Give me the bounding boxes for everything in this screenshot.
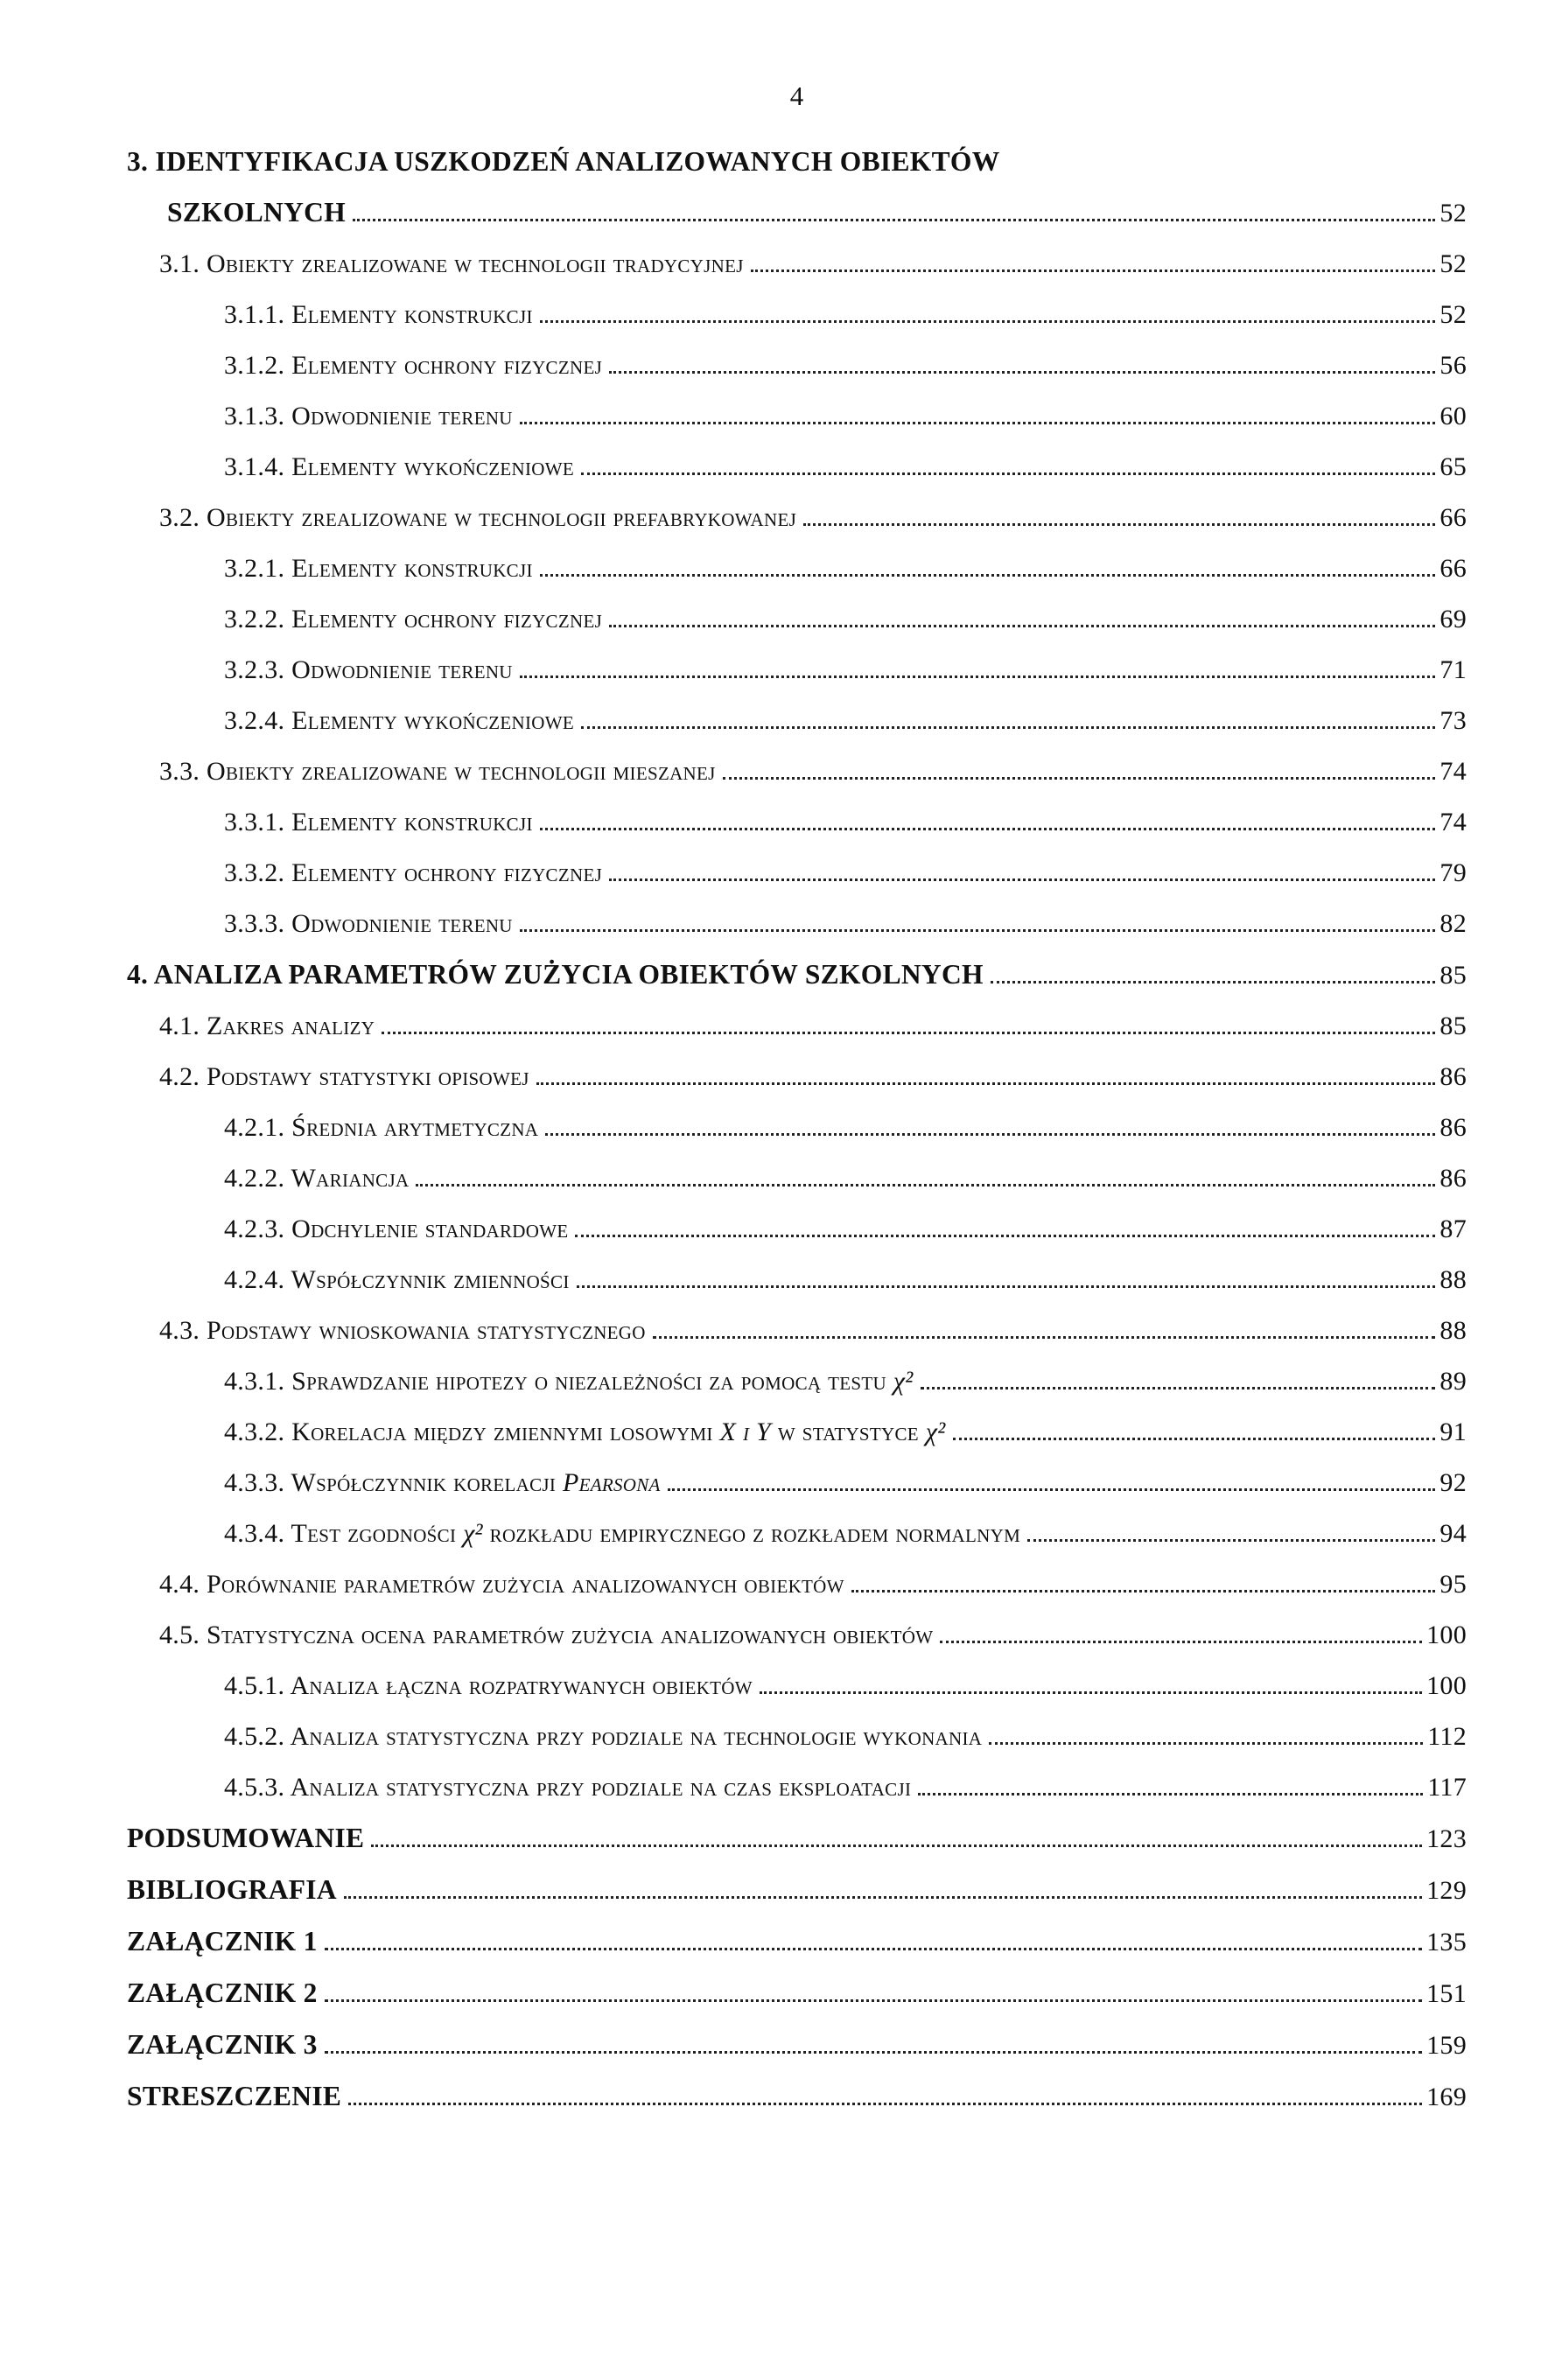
toc-entry: [127, 949, 1467, 1001]
toc-entry-row: [224, 1204, 1467, 1255]
dot-leader: [581, 726, 1435, 729]
toc-entry: [127, 1407, 1467, 1458]
dot-leader: [609, 878, 1435, 881]
toc-entry: [127, 1865, 1467, 1916]
toc-label-part: 3.1.2. Elementy ochrony fizycznej: [224, 351, 603, 380]
toc-entry-row: [127, 1813, 1467, 1865]
toc-entry: [127, 493, 1467, 543]
dot-leader: [581, 472, 1435, 475]
toc-entry: [127, 543, 1467, 594]
toc-label-part: 4.2.2. Wariancja: [224, 1164, 410, 1193]
toc-entry: [127, 797, 1467, 848]
toc-entry-label: [224, 543, 533, 594]
dot-leader: [577, 1285, 1436, 1288]
dot-leader: [325, 1948, 1422, 1950]
toc-page-number: 79: [1439, 858, 1467, 887]
toc-label-part: 3.1.3. Odwodnienie terenu: [224, 402, 513, 430]
toc-entry-row: [159, 1610, 1467, 1661]
toc-entry: [127, 1052, 1467, 1102]
toc-label-part: 4.5.1. Analiza łączna rozpatrywanych obiektów: [224, 1671, 753, 1700]
toc-entry-label: [159, 1610, 933, 1661]
toc-entry-row: [127, 2071, 1467, 2123]
toc-entry-row: [159, 1001, 1467, 1052]
toc-label-part: STRESZCZENIE: [127, 2081, 342, 2111]
toc-entry: [127, 1102, 1467, 1153]
toc-label-part: 3.1.1. Elementy konstrukcji: [224, 300, 533, 329]
toc-entry-preline: 3. IDENTYFIKACJA USZKODZEŃ ANALIZOWANYCH OBIEKTÓW: [127, 146, 1000, 177]
toc-page-number: 95: [1439, 1570, 1467, 1599]
toc-label-part: 4.3.1. Sprawdzanie hipotezy o niezależności za pomocą testu: [224, 1367, 893, 1396]
toc-entry-label: [224, 1407, 946, 1458]
toc-entry-row: [224, 1407, 1467, 1458]
toc-label-part: ZAŁĄCZNIK 1: [127, 1926, 318, 1956]
toc-entry: [127, 2071, 1467, 2123]
toc-entry: [127, 1661, 1467, 1712]
toc-entry-row: [224, 848, 1467, 899]
toc-entry: [127, 1153, 1467, 1204]
toc-entry-label: [159, 1306, 646, 1356]
dot-leader: [540, 574, 1436, 577]
toc-entry: [127, 645, 1467, 696]
toc-entry: [127, 1762, 1467, 1813]
dot-leader: [760, 1691, 1422, 1694]
toc-entry-label: [224, 645, 513, 696]
toc-label-part: SZKOLNYCH: [167, 197, 346, 228]
toc-label-part: 3.2.1. Elementy konstrukcji: [224, 554, 533, 583]
dot-leader: [348, 2103, 1422, 2105]
toc-entry-row: [159, 1052, 1467, 1102]
toc-entry-label: [127, 2020, 318, 2070]
toc-page-number: 91: [1439, 1418, 1467, 1446]
toc-entry: [127, 442, 1467, 493]
dot-leader: [751, 270, 1436, 272]
toc-entry: [127, 899, 1467, 949]
toc-entry: [127, 696, 1467, 746]
toc-entry-label: [224, 1255, 570, 1306]
dot-leader: [540, 320, 1436, 323]
toc-entry-row: [224, 696, 1467, 746]
toc-entry-row: [224, 543, 1467, 594]
toc-label-part: PODSUMOWANIE: [127, 1823, 365, 1853]
toc-entry: [127, 290, 1467, 340]
toc-entry-row: [224, 1356, 1467, 1407]
toc-label-part: 4.2.4. Współczynnik zmienności: [224, 1265, 570, 1294]
toc-page-number: 88: [1439, 1265, 1467, 1294]
toc-entry: [127, 391, 1467, 442]
dot-leader: [723, 777, 1436, 780]
toc-label-part: 3.3.2. Elementy ochrony fizycznej: [224, 858, 603, 887]
toc-entry-row: [224, 391, 1467, 442]
dot-leader: [851, 1590, 1436, 1592]
dot-leader: [609, 625, 1435, 627]
toc-page-number: 71: [1439, 655, 1467, 684]
toc-entry: [127, 1255, 1467, 1306]
dot-leader: [575, 1235, 1435, 1237]
toc-entry-label: [159, 1559, 844, 1610]
toc-entry-label: [159, 493, 796, 543]
toc-page-number: 86: [1439, 1164, 1467, 1193]
toc-entry-label: [224, 1508, 1020, 1559]
toc-label-part: rozkładu empirycznego z rozkładem normalnym: [482, 1519, 1021, 1548]
toc-page-number: 94: [1439, 1519, 1467, 1548]
toc-entry-row: [127, 1865, 1467, 1916]
toc-entry-label: [127, 2071, 341, 2122]
dot-leader: [545, 1133, 1435, 1136]
toc-label-part: 3.3.1. Elementy konstrukcji: [224, 808, 533, 836]
toc-entry-label: [224, 1762, 911, 1813]
toc-entry: [127, 1916, 1467, 1968]
toc-page-number: 92: [1439, 1468, 1467, 1497]
toc-entry-label: [224, 848, 602, 899]
toc-entry-row: [127, 1916, 1467, 1968]
dot-leader: [653, 1336, 1436, 1339]
toc-entry-row: [224, 899, 1467, 949]
dot-leader: [520, 929, 1436, 932]
toc-entry: [127, 594, 1467, 645]
toc-page-number: 129: [1426, 1876, 1467, 1905]
toc-label-part: 4.5.2. Analiza statystyczna przy podziale na technologie wykonania: [224, 1722, 983, 1751]
toc-entry-label: [224, 1204, 568, 1255]
toc-label-part: 3.2.2. Elementy ochrony fizycznej: [224, 605, 603, 634]
toc-entry: [127, 1204, 1467, 1255]
toc-entry-label: [127, 1968, 318, 2019]
table-of-contents: [127, 136, 1467, 2123]
toc-entry: [127, 1610, 1467, 1661]
toc-entry-row: [159, 1559, 1467, 1610]
toc-label-part: χ²: [925, 1418, 946, 1446]
toc-entry-row: [159, 239, 1467, 290]
toc-entry-label: [224, 1712, 982, 1762]
toc-entry-row: [224, 340, 1467, 391]
dot-leader: [353, 219, 1435, 221]
toc-entry-label: [224, 1458, 661, 1508]
toc-page-number: 89: [1439, 1367, 1467, 1396]
toc-label-part: 3.2.4. Elementy wykończeniowe: [224, 706, 574, 735]
toc-entry-row: [224, 1102, 1467, 1153]
toc-page-number: 74: [1439, 757, 1467, 786]
toc-entry: [127, 1712, 1467, 1762]
toc-page-number: 56: [1439, 351, 1467, 380]
toc-entry-row: [224, 1255, 1467, 1306]
toc-label-part: 4.1. Zakres analizy: [159, 1012, 375, 1040]
toc-page-number: 100: [1426, 1620, 1467, 1649]
dot-leader: [325, 1999, 1422, 2002]
toc-label-part: 3.2.3. Odwodnienie terenu: [224, 655, 513, 684]
toc-label-part: 4.5.3. Analiza statystyczna przy podziale na czas eksploatacji: [224, 1773, 912, 1802]
toc-page-number: 86: [1439, 1062, 1467, 1091]
toc-entry-label: [224, 594, 602, 645]
toc-label-part: 3.1. Obiekty zrealizowane w technologii tradycyjnej: [159, 249, 744, 278]
toc-label-part: χ²: [463, 1519, 483, 1548]
dot-leader: [520, 676, 1436, 678]
toc-page-number: 60: [1439, 402, 1467, 430]
toc-entry: [127, 2020, 1467, 2071]
toc-entry: [127, 239, 1467, 290]
toc-entry-label: [127, 1865, 337, 1915]
toc-page-number: 74: [1439, 808, 1467, 836]
toc-page-number: 117: [1427, 1773, 1467, 1802]
toc-entry-label: [167, 187, 346, 238]
toc-entry-row: [224, 797, 1467, 848]
toc-page-number: 52: [1439, 249, 1467, 278]
toc-entry-label: [224, 1153, 409, 1204]
toc-entry: [127, 1458, 1467, 1508]
toc-entry-row: [224, 290, 1467, 340]
toc-entry-row: [224, 1153, 1467, 1204]
dot-leader: [520, 422, 1436, 424]
dot-leader: [668, 1488, 1436, 1491]
toc-label-part: BIBLIOGRAFIA: [127, 1874, 337, 1905]
dot-leader: [918, 1793, 1423, 1796]
toc-entry-label: [159, 239, 744, 290]
toc-entry: [127, 340, 1467, 391]
toc-entry-row: [127, 949, 1467, 1001]
dot-leader: [1027, 1539, 1435, 1542]
dot-leader: [953, 1438, 1436, 1440]
toc-label-part: w statystyce: [771, 1418, 926, 1446]
toc-entry-label: [159, 746, 716, 797]
toc-entry: [127, 1306, 1467, 1356]
toc-entry: [127, 1001, 1467, 1052]
toc-label-part: χ²: [893, 1367, 914, 1396]
toc-page-number: 159: [1426, 2031, 1467, 2060]
toc-entry-label: [127, 949, 984, 1000]
toc-entry: [127, 848, 1467, 899]
toc-page-number: 86: [1439, 1113, 1467, 1142]
dot-leader: [921, 1387, 1436, 1390]
toc-label-part: ZAŁĄCZNIK 2: [127, 1978, 318, 2008]
toc-entry-label: [224, 1356, 914, 1407]
toc-page-number: 85: [1439, 961, 1467, 990]
toc-label-part: ZAŁĄCZNIK 3: [127, 2029, 318, 2060]
toc-page-number: 135: [1426, 1928, 1467, 1956]
toc-page-number: 66: [1439, 554, 1467, 583]
toc-label-part: 4.2.1. Średnia arytmetyczna: [224, 1113, 539, 1142]
toc-page-number: 65: [1439, 452, 1467, 481]
dot-leader: [940, 1641, 1422, 1643]
toc-entry-label: [224, 899, 513, 949]
toc-page-number: 100: [1426, 1671, 1467, 1700]
toc-entry-row: [159, 1306, 1467, 1356]
toc-entry-row: [127, 2020, 1467, 2071]
toc-entry-label: [224, 1661, 753, 1712]
toc-entry: [127, 136, 1467, 239]
toc-entry: [127, 1356, 1467, 1407]
toc-page-number: 123: [1426, 1824, 1467, 1853]
toc-entry-row: [127, 187, 1467, 239]
dot-leader: [371, 1844, 1422, 1847]
toc-entry-label: [224, 391, 513, 442]
toc-entry-label: [127, 1916, 318, 1967]
toc-entry-row: [224, 1712, 1467, 1762]
toc-label-part: 4. ANALIZA PARAMETRÓW ZUŻYCIA OBIEKTÓW SZKOLNYCH: [127, 959, 984, 990]
toc-entry-label: [224, 797, 533, 848]
toc-entry: [127, 1559, 1467, 1610]
toc-entry: [127, 1968, 1467, 2020]
toc-entry-row: [224, 645, 1467, 696]
toc-label-part: X i Y: [719, 1418, 772, 1446]
dot-leader: [536, 1082, 1436, 1085]
dot-leader: [803, 523, 1435, 526]
dot-leader: [325, 2051, 1422, 2054]
toc-entry-row: [224, 1508, 1467, 1559]
toc-entry: [127, 1508, 1467, 1559]
toc-label-part: 4.3.4. Test zgodności: [224, 1519, 464, 1548]
toc-entry-label: [224, 1102, 538, 1153]
toc-label-part: 4.3.3. Współczynnik korelacji: [224, 1468, 563, 1497]
toc-page-number: 85: [1439, 1012, 1467, 1040]
toc-entry-row: [224, 1762, 1467, 1813]
toc-label-part: 4.2.3. Odchylenie standardowe: [224, 1214, 569, 1243]
toc-page-number: 151: [1426, 1979, 1467, 2008]
toc-page-number: 66: [1439, 503, 1467, 532]
toc-label-part: 3.1.4. Elementy wykończeniowe: [224, 452, 574, 481]
toc-entry-label: [224, 290, 533, 340]
dot-leader: [416, 1184, 1435, 1186]
dot-leader: [609, 371, 1435, 374]
toc-page-number: 112: [1427, 1722, 1467, 1751]
toc-entry-row: [224, 442, 1467, 493]
toc-entry-label: [224, 442, 574, 493]
toc-entry-row: [224, 1458, 1467, 1508]
dot-leader: [989, 1742, 1423, 1745]
toc-page-number: 52: [1439, 300, 1467, 329]
toc-label-part: 4.2. Podstawy statystyki opisowej: [159, 1062, 529, 1091]
toc-label-part: 4.3.2. Korelacja między zmiennymi losowymi: [224, 1418, 720, 1446]
toc-page-number: 82: [1439, 909, 1467, 938]
toc-label-part: Pearsona: [562, 1468, 661, 1497]
dot-leader: [991, 981, 1436, 984]
toc-entry-label: [159, 1001, 375, 1052]
toc-entry-row: [127, 1968, 1467, 2020]
toc-label-part: 4.4. Porównanie parametrów zużycia analizowanych obiektów: [159, 1570, 844, 1599]
toc-entry-row: [224, 594, 1467, 645]
toc-page-number: 52: [1439, 199, 1467, 228]
toc-page-number: 87: [1439, 1214, 1467, 1243]
toc-label-part: 3.3. Obiekty zrealizowane w technologii mieszanej: [159, 757, 716, 786]
toc-label-part: 4.3. Podstawy wnioskowania statystycznego: [159, 1316, 646, 1345]
toc-label-part: 3.2. Obiekty zrealizowane w technologii prefabrykowanej: [159, 503, 797, 532]
toc-page-number: 169: [1426, 2082, 1467, 2111]
toc-label-part: 4.5. Statystyczna ocena parametrów zużycia analizowanych obiektów: [159, 1620, 934, 1649]
toc-page-number: 73: [1439, 706, 1467, 735]
toc-entry-label: [127, 1813, 364, 1864]
toc-label-part: 3.3.3. Odwodnienie terenu: [224, 909, 513, 938]
toc-entry-row: [224, 1661, 1467, 1712]
page-number: 4: [789, 80, 804, 111]
toc-entry-label: [159, 1052, 529, 1102]
dot-leader: [344, 1896, 1422, 1899]
toc-page-number: 88: [1439, 1316, 1467, 1345]
dot-leader: [382, 1032, 1435, 1034]
toc-page-number: 69: [1439, 605, 1467, 634]
toc-entry-row: [159, 746, 1467, 797]
toc-entry-row: [159, 493, 1467, 543]
toc-entry: [127, 746, 1467, 797]
toc-entry-label: [224, 340, 602, 391]
toc-entry-label: [224, 696, 574, 746]
dot-leader: [540, 828, 1436, 830]
toc-entry: [127, 1813, 1467, 1865]
